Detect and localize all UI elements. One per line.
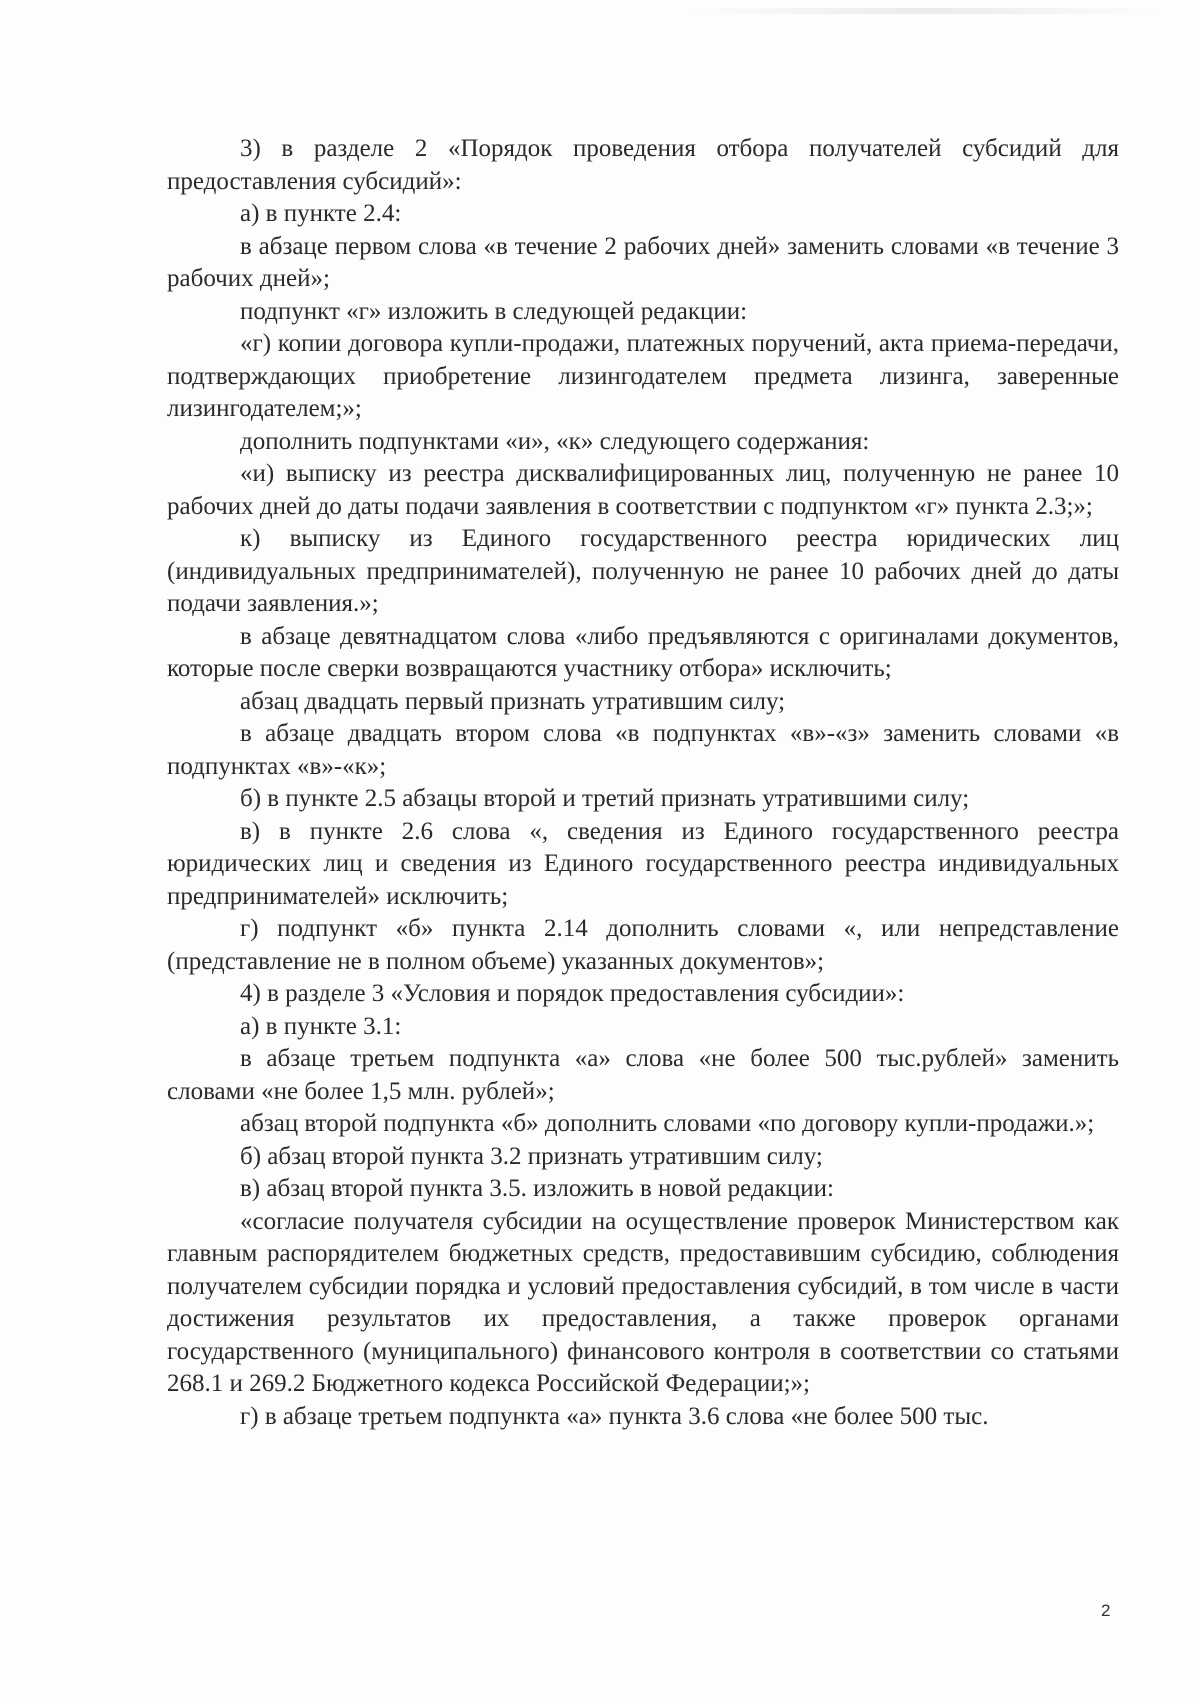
- document-body: [167, 133, 1119, 1433]
- paragraph: б) абзац второй пункта 3.2 признать утратившим силу;: [240, 1142, 823, 1170]
- paragraph: дополнить подпунктами «и», «к» следующего содержания:: [240, 427, 870, 455]
- paragraph: в абзаце девятнадцатом слова «либо предъявляются с оригиналами документов, которые после сверки возвращаются участнику отбора» исключить;: [167, 622, 1119, 682]
- paragraph: в) абзац второй пункта 3.5. изложить в новой редакции:: [240, 1175, 834, 1202]
- paragraph: в абзаце третьем подпункта «а» слова «не более 500 тыс.рублей» заменить словами «не более 1,5 млн. рублей»;: [167, 1045, 1119, 1105]
- paragraph: «г) копии договора купли-продажи, платежных поручений, акта приема-передачи, подтверждающих приобретение лизингодателем предмета лизинга, заверенные лизингодателем;»;: [167, 330, 1119, 422]
- paragraph: 4) в разделе 3 «Условия и порядок предоставления субсидии»:: [240, 980, 905, 1007]
- paragraph: в абзаце двадцать втором слова «в подпунктах «в»-«з» заменить словами «в подпунктах «в»-«к»;: [167, 720, 1119, 780]
- paragraph: «и) выписку из реестра дисквалифицированных лиц, полученную не ранее 10 рабочих дней до даты подачи заявления в соответствии с подпунктом «г» пункта 2.3;»;: [167, 460, 1119, 520]
- paragraph: г) в абзаце третьем подпункта «а» пункта 3.6 слова «не более 500 тыс.: [240, 1402, 989, 1430]
- paragraph: 3) в разделе 2 «Порядок проведения отбора получателей субсидий для предоставления субсидий»:: [167, 135, 1119, 195]
- paragraph: а) в пункте 3.1:: [240, 1012, 402, 1040]
- paragraph: «согласие получателя субсидии на осуществление проверок Министерством как главным распорядителем бюджетных средств, предоставившим субсидию, соблюдения получателем субсидии порядка и условий предоставления субсидий, в том числе в части достижения результатов их предоставления, а также проверок органами государственного (муниципального) финансового контроля в соответствии со статьями 268.1 и 269.2 Бюджетного кодекса Российской Федерации;»;: [167, 1207, 1119, 1397]
- paragraph: к) выписку из Единого государственного реестра юридических лиц (индивидуальных предпринимателей), полученную не ранее 10 рабочих дней до даты подачи заявления.»;: [167, 525, 1119, 617]
- paragraph: г) подпункт «б» пункта 2.14 дополнить словами «, или непредставление (представление не в полном объеме) указанных документов»;: [167, 915, 1119, 975]
- paragraph: подпункт «г» изложить в следующей редакции:: [240, 297, 748, 325]
- paragraph: в абзаце первом слова «в течение 2 рабочих дней» заменить словами «в течение 3 рабочих дней»;: [167, 232, 1119, 292]
- paragraph: абзац второй подпункта «б» дополнить словами «по договору купли-продажи.»;: [240, 1110, 1095, 1137]
- paragraph: абзац двадцать первый признать утратившим силу;: [240, 687, 786, 715]
- page-number: 2: [1101, 1601, 1111, 1620]
- paragraph: а) в пункте 2.4:: [240, 200, 402, 227]
- paragraph: в) в пункте 2.6 слова «, сведения из Единого государственного реестра юридических лиц и сведения из Единого государственного реестра индивидуальных предпринимателей» исключить;: [167, 817, 1119, 910]
- paragraph: б) в пункте 2.5 абзацы второй и третий признать утратившими силу;: [240, 785, 970, 812]
- scan-artifact: [690, 8, 1160, 14]
